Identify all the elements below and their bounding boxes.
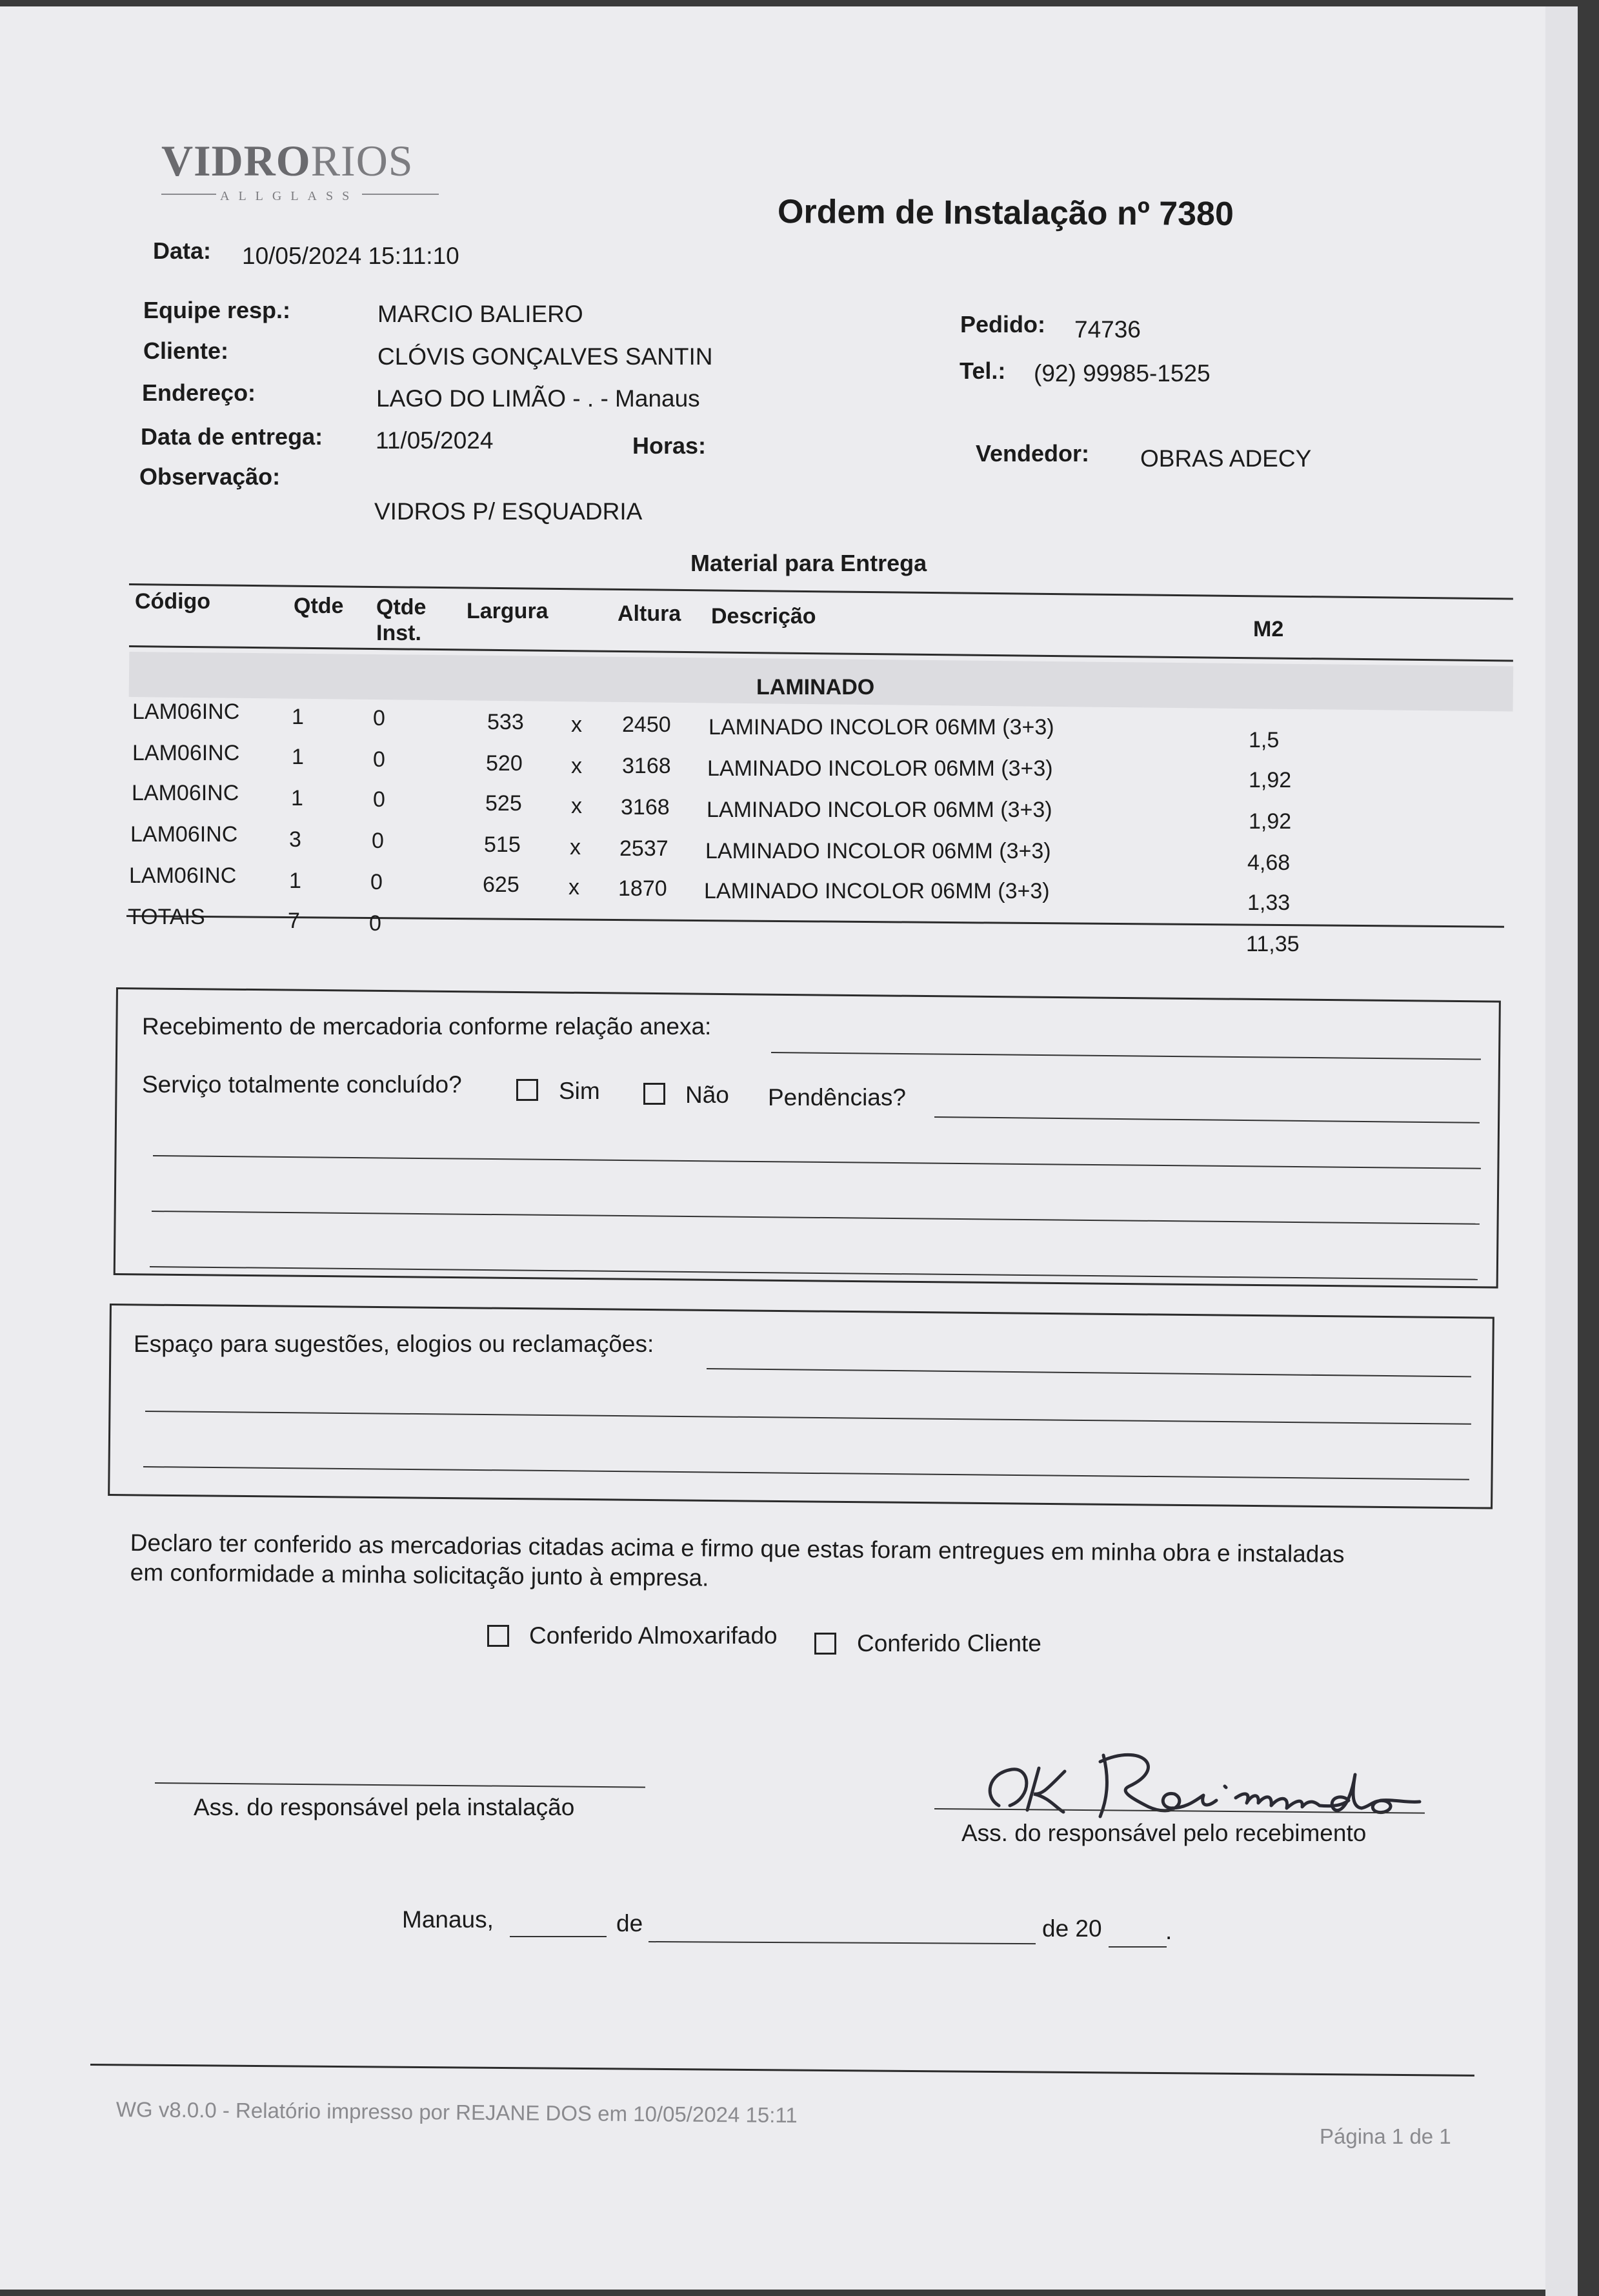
cliente-checkbox[interactable]: [814, 1633, 836, 1655]
vendedor-label: Vendedor:: [976, 440, 1090, 467]
observacao-label: Observação:: [139, 463, 281, 490]
declaration-line-1: Declaro ter conferido as mercadorias citadas acima e firmo que estas foram entregues em minha obra e instaladas: [130, 1529, 1345, 1568]
totals-inst: 0: [369, 911, 381, 936]
entrega-value: 11/05/2024: [376, 427, 494, 454]
cliente-label: Cliente:: [143, 337, 229, 364]
cell-qtde: 1: [292, 745, 304, 769]
company-logo: [161, 136, 414, 186]
cliente-value: CLÓVIS GONÇALVES SANTIN: [377, 343, 713, 370]
cell-altura: 1870: [618, 876, 667, 901]
cell-x: x: [571, 712, 582, 737]
almoxarifado-label: Conferido Almoxarifado: [529, 1622, 778, 1649]
footer-print-info: WG v8.0.0 - Relatório impresso por REJANE DOS em 10/05/2024 15:11: [116, 2097, 798, 2128]
cell-largura: 533: [487, 710, 524, 734]
horas-label: Horas:: [632, 432, 707, 459]
installer-signature-label: Ass. do responsável pela instalação: [194, 1794, 575, 1820]
footer-page-number: Página 1 de 1: [1320, 2124, 1451, 2148]
cell-m2: 4,68: [1247, 851, 1291, 875]
cell-m2: 1,92: [1249, 768, 1292, 792]
vendedor-value: OBRAS ADECY: [1140, 445, 1312, 472]
group-laminado: LAMINADO: [756, 675, 875, 700]
col-m2: M2: [1253, 617, 1284, 641]
observacao-value: VIDROS P/ ESQUADRIA: [374, 498, 643, 525]
pedido-label: Pedido:: [960, 311, 1045, 337]
document-title: Ordem de Instalação nº 7380: [777, 193, 1234, 233]
tel-label: Tel.:: [960, 357, 1006, 384]
cell-codigo: LAM06INC: [132, 741, 240, 765]
cell-inst: 0: [370, 870, 383, 894]
cell-codigo: LAM06INC: [132, 700, 240, 724]
cell-largura: 520: [486, 751, 523, 776]
receiver-signature-label: Ass. do responsável pelo recebimento: [961, 1820, 1367, 1846]
footer-rule: [90, 2064, 1474, 2077]
col-qtde: Qtde: [294, 594, 344, 618]
cell-codigo: LAM06INC: [129, 863, 237, 888]
equipe-label: Equipe resp.:: [143, 297, 291, 323]
endereco-value: LAGO DO LIMÃO - . - Manaus: [376, 385, 700, 412]
sim-checkbox[interactable]: [516, 1079, 538, 1101]
cell-descricao: LAMINADO INCOLOR 06MM (3+3): [707, 756, 1053, 781]
material-title: Material para Entrega: [690, 550, 927, 576]
paper-edge: [1545, 6, 1578, 2296]
equipe-value: MARCIO BALIERO: [377, 301, 583, 327]
cliente-conferido-label: Conferido Cliente: [857, 1630, 1041, 1657]
cell-descricao: LAMINADO INCOLOR 06MM (3+3): [707, 798, 1052, 822]
logo-bold-text: VIDRO: [161, 136, 311, 185]
year-blank[interactable]: [1109, 1946, 1167, 1948]
col-codigo: Código: [135, 589, 211, 614]
date-end: .: [1165, 1918, 1172, 1944]
servico-label: Serviço totalmente concluído?: [142, 1071, 462, 1098]
pedido-value: 74736: [1074, 316, 1141, 343]
totals-rule: [126, 915, 1504, 928]
logo-light-text: RIOS: [310, 136, 414, 185]
logo-subtitle: ALLGLASS: [216, 189, 362, 204]
cell-inst: 0: [373, 747, 385, 772]
cell-descricao: LAMINADO INCOLOR 06MM (3+3): [709, 715, 1054, 740]
cell-altura: 3168: [621, 795, 670, 820]
cell-qtde: 1: [291, 786, 303, 811]
nao-label: Não: [685, 1082, 729, 1108]
endereco-label: Endereço:: [142, 379, 256, 406]
cell-largura: 625: [483, 872, 519, 897]
cell-qtde: 1: [289, 869, 301, 893]
data-label: Data:: [153, 237, 212, 264]
col-qtde-inst: Qtde: [376, 595, 427, 619]
tel-value: (92) 99985-1525: [1034, 360, 1211, 387]
col-descricao: Descrição: [711, 604, 816, 629]
totals-label: TOTAIS: [128, 905, 205, 929]
cell-x: x: [571, 794, 582, 818]
suggestions-label: Espaço para sugestões, elogios ou reclamações:: [134, 1331, 654, 1357]
recebimento-label: Recebimento de mercadoria conforme relação anexa:: [142, 1013, 712, 1040]
cell-altura: 2450: [622, 712, 671, 737]
day-blank[interactable]: [510, 1936, 607, 1937]
totals-m2: 11,35: [1246, 932, 1300, 956]
cell-m2: 1,92: [1249, 809, 1292, 834]
cell-m2: 1,33: [1247, 891, 1291, 915]
installer-signature-line[interactable]: [155, 1782, 645, 1788]
entrega-label: Data de entrega:: [141, 423, 323, 450]
totals-qtde: 7: [288, 909, 300, 933]
cell-altura: 2537: [619, 836, 669, 861]
declaration-line-2: em conformidade a minha solicitação junto à empresa.: [130, 1559, 709, 1591]
cell-altura: 3168: [622, 754, 671, 778]
cell-x: x: [568, 875, 579, 900]
cell-x: x: [570, 835, 581, 860]
cell-codigo: LAM06INC: [132, 781, 239, 805]
almoxarifado-checkbox[interactable]: [487, 1625, 509, 1647]
de-label-2: de 20: [1042, 1915, 1102, 1942]
col-qtde-inst-2: Inst.: [376, 621, 421, 645]
cell-inst: 0: [373, 787, 385, 812]
cell-largura: 525: [485, 791, 522, 816]
cell-inst: 0: [372, 829, 384, 853]
cell-descricao: LAMINADO INCOLOR 06MM (3+3): [705, 839, 1051, 863]
cell-m2: 1,5: [1249, 728, 1280, 752]
col-altura: Altura: [618, 601, 681, 626]
cell-codigo: LAM06INC: [130, 822, 238, 847]
col-largura: Largura: [467, 599, 548, 623]
cell-qtde: 3: [289, 827, 301, 852]
de-label-1: de: [616, 1910, 643, 1937]
cell-descricao: LAMINADO INCOLOR 06MM (3+3): [704, 879, 1050, 903]
month-blank[interactable]: [649, 1941, 1036, 1944]
sim-label: Sim: [559, 1078, 600, 1104]
nao-checkbox[interactable]: [643, 1083, 665, 1105]
cell-largura: 515: [484, 832, 521, 857]
pendencias-label: Pendências?: [768, 1084, 906, 1111]
cell-qtde: 1: [292, 705, 304, 729]
document-page: [0, 6, 1562, 2290]
cell-x: x: [571, 754, 582, 778]
data-value: 10/05/2024 15:11:10: [242, 243, 459, 269]
cell-inst: 0: [373, 706, 385, 730]
city-label: Manaus,: [402, 1906, 494, 1933]
